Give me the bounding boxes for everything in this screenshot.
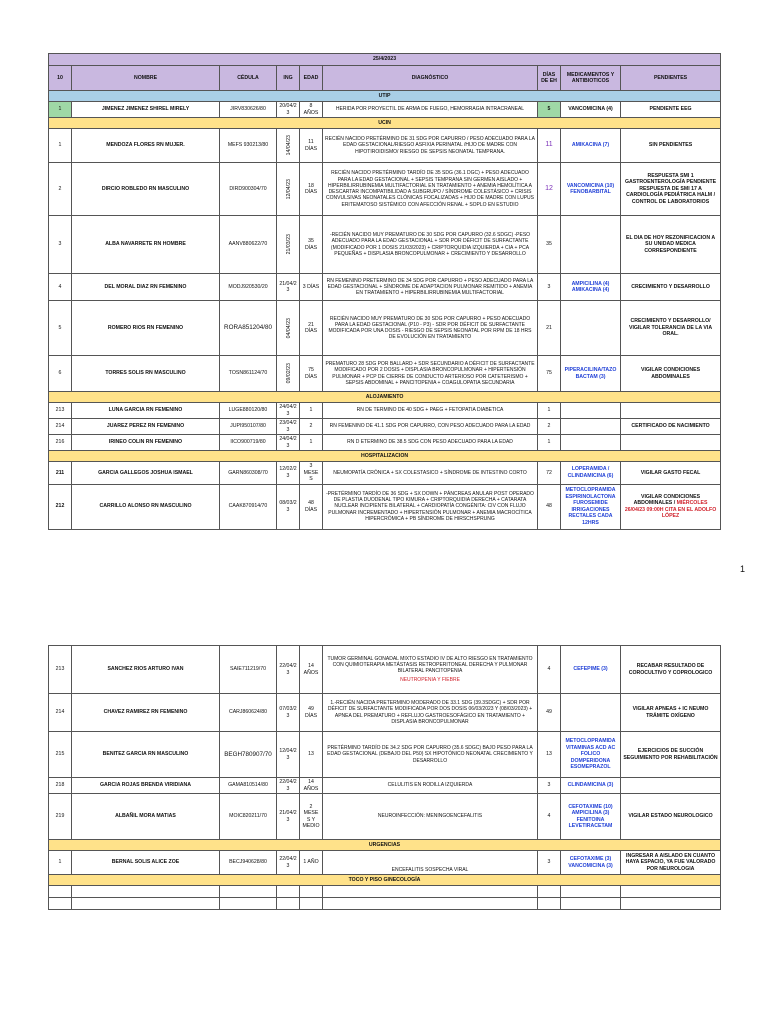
- cell-no: 2: [49, 163, 72, 216]
- cell-ing: 12/04/23: [277, 732, 300, 778]
- cell-medicamentos: VANCOMICINA (4): [561, 102, 621, 118]
- cell-ing: 22/04/23: [277, 851, 300, 875]
- cell-edad: 21 DÍAS: [300, 301, 323, 356]
- cell-name: JIMENEZ JIMENEZ SHIREL MIRELY: [72, 102, 220, 118]
- cell-edad: 1: [300, 403, 323, 419]
- cell-ing: 24/04/23: [277, 435, 300, 451]
- cell-diagnostico: -PRETÉRMINO TARDÍO DE 36 SDG + SX DOWN + PÁNCREAS ANULAR POST OPERADO DE PLASTIA DUODENAL TIPO KIMURA + CRIPTORQUIDIA DERECHA + CATARATA NUCLEAR INCIPIENTE BILATERAL + CARDIOPATÍA CONGÉNITA: CIV CON FLUJO PULMONAR INCREMENTADO + HIPERTENSIÓN PULMONAR + ANEMIA MACROCÍTICA HIPERCRÓMICA + PB SÍNDROME DE HIRSCHSPRUNG: [323, 484, 538, 529]
- cell-diagnostico: -RECIÉN NACIDO MUY PREMATURO DE 30 SDG POR CAPURRO (32.6 SDGC) -PESO ADECUADO PARA LA EDAD GESTACIONAL + SDR POR DÉFICIT DE SURFACTANTE (MODIFICADO POR 1 DOSIS 21/03/2023) + CRIPTORQUIDIA IZQUIERDA + CIA + PCA PEQUEÑAS + DISPLASIA BRONCOPULMONAR + CRECIMIENTO Y DESARROLLO: [323, 216, 538, 274]
- cell-cedula: LUGE880120/80: [220, 403, 277, 419]
- cell-pendientes: [621, 403, 721, 419]
- cell-name: IRINEO COLIN RN FEMENINO: [72, 435, 220, 451]
- cell-edad: 8 AÑOS: [300, 102, 323, 118]
- cell-edad: 2: [300, 419, 323, 435]
- cell-diagnostico: RECIÉN NACIDO PRETÉRMINO DE 31 SDG POR CAPURRO / PESO ADECUADO PARA LA EDAD GESTACIONAL/RIESGO ASFIXIA PERINATAL /HIJO DE MADRE CON HIPOTIROIDISMO/ RIESGO DE SEPSIS NEONATAL TEMPRANA.: [323, 129, 538, 163]
- cell-edad: 13: [300, 732, 323, 778]
- cell-dias: 3: [538, 778, 561, 794]
- cell-diagnostico: ENCEFALITIS SOSPECHA VIRAL: [323, 851, 538, 875]
- cell-diagnostico: [323, 646, 538, 694]
- cell-medicamentos: [561, 435, 621, 451]
- table-row: [49, 778, 721, 794]
- cell-dias: 1: [538, 435, 561, 451]
- ing-date: 21/03/23: [285, 234, 292, 255]
- cell-pendientes: CRECIMIENTO Y DESARROLLO/ VIGILAR TOLERANCIA DE LA VIA ORAL.: [621, 301, 721, 356]
- cell-no: 211: [49, 462, 72, 485]
- cell-dias: 48: [538, 484, 561, 529]
- cell-name: TORRES SOLIS RN MASCULINO: [72, 356, 220, 392]
- cell-cedula: JUPI950107/80: [220, 419, 277, 435]
- cell-ing: [277, 163, 300, 216]
- header-cedula: CÉDULA: [220, 66, 277, 91]
- cell-ing: [277, 301, 300, 356]
- table-row: [49, 435, 721, 451]
- cell-edad: 75 DÍAS: [300, 356, 323, 392]
- table-row: [49, 898, 721, 910]
- table-row: [49, 694, 721, 732]
- cell-no: 213: [49, 646, 72, 694]
- cell-dias: 1: [538, 403, 561, 419]
- cell-cedula: TOSN861124/70: [220, 356, 277, 392]
- cell-name: DIRCIO ROBLEDO RN MASCULINO: [72, 163, 220, 216]
- section-utip: UTIP: [49, 91, 721, 102]
- table-row: [49, 216, 721, 274]
- cell-name: BENITEZ GARCIA RN MASCULINO: [72, 732, 220, 778]
- cell-diagnostico: PRETÉRMINO TARDÍO DE 34.2 SDG POR CAPURRO (35.6 SDGC) BAJO PESO PARA LA EDAD GESTACIONAL (DEBAJO DEL P50) SX HIPOTÓNICO NEONATAL CRECIMIENTO Y DESARROLLO: [323, 732, 538, 778]
- diagnostico-text: TUMOR GERMINAL GONADAL MIXTO ESTADIO IV DE ALTO RIESGO EN TRATAMIENTO CON QUIMIOTERAPIA METÁSTASIS RETROPERITONEAL DERECHA Y PULMONAR BILATERAL PANCITOPENIA: [327, 655, 533, 674]
- cell-cedula: JIRV830626/80: [220, 102, 277, 118]
- header-ing: ING: [277, 66, 300, 91]
- table-row: [49, 484, 721, 529]
- cell-medicamentos: [561, 419, 621, 435]
- cell-edad: 3 MESES: [300, 462, 323, 485]
- cell-pendientes: [621, 435, 721, 451]
- cell-ing: 24/04/23: [277, 403, 300, 419]
- cell-cedula: BEGH780907/70: [220, 732, 277, 778]
- table-row: [49, 356, 721, 392]
- cell-ing: [277, 356, 300, 392]
- cell-no: 215: [49, 732, 72, 778]
- cell-medicamentos: CLINDAMICINA (3): [561, 778, 621, 794]
- cell-dias: 2: [538, 419, 561, 435]
- cell-cedula: DIRD900304/70: [220, 163, 277, 216]
- cell-cedula: GARN860308/70: [220, 462, 277, 485]
- header-no: 10: [49, 66, 72, 91]
- cell-medicamentos: CEFEPIME (3): [561, 646, 621, 694]
- cell-cedula: BECJ940628/80: [220, 851, 277, 875]
- cell-no: 214: [49, 419, 72, 435]
- cell-pendientes: [621, 484, 721, 529]
- ing-date: 12/04/23: [285, 178, 292, 200]
- cell-dias: 13: [538, 732, 561, 778]
- cell-pendientes: INGRESAR A AISLADO EN CUANTO HAYA ESPACIO, YA FUE VALORADO POR NEUROLOGIA: [621, 851, 721, 875]
- cell-ing: 22/04/23: [277, 778, 300, 794]
- cell-edad: 14 AÑOS: [300, 778, 323, 794]
- section-ucin: UCIN: [49, 118, 721, 129]
- cell-name: CHAVEZ RAMIREZ RN FEMENINO: [72, 694, 220, 732]
- cell-diagnostico: CELULITIS EN RODILLA IZQUIERDA: [323, 778, 538, 794]
- cell-dias: 3: [538, 851, 561, 875]
- cell-name: JUAREZ PEREZ RN FEMENINO: [72, 419, 220, 435]
- cell-ing: 21/04/23: [277, 274, 300, 301]
- cell-edad: 49 DÍAS: [300, 694, 323, 732]
- cell-diagnostico: RECIÉN NACIDO PRETÉRMINO TARDÍO DE 35 SDG (36.1 DGC) + PESO ADECUADO PARA LA EDAD GESTACIONAL + SEPSIS TEMPRANA SIN GERMEN AISLADO + HIPERBILIRRUBINEMIA MULTIFACTORIAL EN TRATAMIENTO + ANEMIA HEMOLÍTICA A DESCARTAR INCOMPATIBILIDAD A SUBGRUPO / SÍNDROME COLESTÁSICO + CRISIS CONVULSIVAS NEONATALES CLÓNICAS FOCALIZADAS + HIJO DE MADRE CON LUPUS ERITEMATOSO SISTÉMICO CON AFECCIÓN RENAL + SOPLO EN ESTUDIO: [323, 163, 538, 216]
- section-alojamiento: ALOJAMIENTO: [49, 392, 721, 403]
- cell-name: GARCIA GALLEGOS JOSHUA ISMAEL: [72, 462, 220, 485]
- cell-dias: 11: [538, 129, 561, 163]
- cell-pendientes: PENDIENTE EEG: [621, 102, 721, 118]
- ing-date: 09/02/23: [285, 363, 292, 384]
- cell-diagnostico: RN DE TERMINO DE 40 SDG + PAEG + FETOPATIA DIABETICA: [323, 403, 538, 419]
- cell-edad: 35 DÍAS: [300, 216, 323, 274]
- cell-ing: 12/02/23: [277, 462, 300, 485]
- census-table-page2: [48, 645, 721, 910]
- cell-no: 1: [49, 102, 72, 118]
- cell-pendientes: EL DIA DE HOY REZONIFICACION A SU UNIDAD MEDICA CORRESPONDIENTE: [621, 216, 721, 274]
- cell-diagnostico: NEUROINFECCIÓN: MENINGOENCEFALITIS: [323, 794, 538, 840]
- cell-ing: [277, 129, 300, 163]
- cell-cedula: AANV880622/70: [220, 216, 277, 274]
- cell-diagnostico: HERIDA POR PROYECTIL DE ARMA DE FUEGO, HEMORRAGIA INTRACRANEAL: [323, 102, 538, 118]
- cell-name: ALBA NAVARRETE RN HOMBRE: [72, 216, 220, 274]
- table-row: [49, 163, 721, 216]
- report-date: 25/4/2023: [49, 54, 721, 66]
- cell-edad: 48 DÍAS: [300, 484, 323, 529]
- cell-name: ROMERO RIOS RN FEMENINO: [72, 301, 220, 356]
- table-row: [49, 794, 721, 840]
- cell-cedula: SAIE711219/70: [220, 646, 277, 694]
- cell-pendientes: VIGILAR GASTO FECAL: [621, 462, 721, 485]
- cell-pendientes: RECABAR RESULTADO DE COROCULTIVO Y COPROLOGICO: [621, 646, 721, 694]
- ing-date: 14/04/23: [285, 135, 292, 156]
- cell-no: 216: [49, 435, 72, 451]
- cell-name: CARRILLO ALONSO RN MASCULINO: [72, 484, 220, 529]
- cell-name: BERNAL SOLIS ALICE ZOE: [72, 851, 220, 875]
- cell-medicamentos: CEFOTAXIME (3) VANCOMICINA (3): [561, 851, 621, 875]
- cell-pendientes: RESPUESTA SMI 1 GASTROENTEROLOGÍA PENDIENTE RESPUESTA DE SMI 17 A CARDIOLOGÍA PEDIÁTRICA HALM / CONTROL DE LABORATORIOS: [621, 163, 721, 216]
- table-row: [49, 129, 721, 163]
- header-medicamentos: MEDICAMENTOS Y ANTIBIOTICOS: [561, 66, 621, 91]
- cell-medicamentos: [561, 301, 621, 356]
- cell-medicamentos: CEFOTAXIME (10) AMPICILINA (3) FENITOINA LEVETIRACETAM: [561, 794, 621, 840]
- cell-pendientes: CERTIFICADO DE NACIMIENTO: [621, 419, 721, 435]
- cell-medicamentos: AMPICILINA (4) AMIKACINA (4): [561, 274, 621, 301]
- table-row: [49, 274, 721, 301]
- cell-name: GARCIA ROJAS BRENDA VIRIDIANA: [72, 778, 220, 794]
- cell-dias: 35: [538, 216, 561, 274]
- cell-name: MENDOZA FLORES RN MUJER.: [72, 129, 220, 163]
- cell-medicamentos: [561, 694, 621, 732]
- cell-pendientes: EJERCICIOS DE SUCCIÓN SEGUIMIENTO POR REHABILITACIÓN: [621, 732, 721, 778]
- cell-dias: 12: [538, 163, 561, 216]
- table-row: [49, 419, 721, 435]
- table-header: [49, 66, 721, 91]
- cell-ing: [277, 216, 300, 274]
- cell-no: 212: [49, 484, 72, 529]
- header-diagnostico: DIAGNÓSTICO: [323, 66, 538, 91]
- cell-edad: 1: [300, 435, 323, 451]
- cell-cedula: IICO900719/80: [220, 435, 277, 451]
- cell-no: 214: [49, 694, 72, 732]
- cell-cedula: CARJ860624/80: [220, 694, 277, 732]
- cell-name: LUNA GARCIA RN FEMENINO: [72, 403, 220, 419]
- header-name: NOMBRE: [72, 66, 220, 91]
- cell-pendientes: VIGILAR APNEAS + IC NEUMO TRÁMITE OXÍGENO: [621, 694, 721, 732]
- cell-medicamentos: PIPERACILINA/TAZOBACTAM (3): [561, 356, 621, 392]
- cell-edad: 1 AÑO: [300, 851, 323, 875]
- cell-dias: 49: [538, 694, 561, 732]
- cell-name: SANCHEZ RIOS ARTURO IVAN: [72, 646, 220, 694]
- pendiente-cita: MIÉRCOLES 26/04/23 09:00H CITA EN EL ADOLFO LÓPEZ: [624, 500, 717, 519]
- cell-ing: 21/04/23: [277, 794, 300, 840]
- section-urgencias: URGENCIAS: [49, 840, 721, 851]
- cell-dias: 3: [538, 274, 561, 301]
- cell-no: 4: [49, 274, 72, 301]
- cell-pendientes: VIGILAR ESTADO NEUROLOGICO: [621, 794, 721, 840]
- header-dias: DÍAS DE EH: [538, 66, 561, 91]
- cell-no: 6: [49, 356, 72, 392]
- cell-dias: 75: [538, 356, 561, 392]
- cell-dias: 5: [538, 102, 561, 118]
- table-row: [49, 851, 721, 875]
- cell-edad: 18 DÍAS: [300, 163, 323, 216]
- table-row: [49, 403, 721, 419]
- cell-edad: 14 AÑOS: [300, 646, 323, 694]
- cell-ing: 20/04/23: [277, 102, 300, 118]
- table-row: [49, 732, 721, 778]
- pendiente-text: VIGILAR CONDICIONES ABDOMINALES /: [633, 493, 701, 506]
- cell-no: 218: [49, 778, 72, 794]
- cell-diagnostico: RN FEMENINO DE 41.1 SDG POR CAPURRO, CON PESO ADECUADO PARA LA EDAD: [323, 419, 538, 435]
- cell-no: 1: [49, 851, 72, 875]
- cell-diagnostico: RN FEMENINO PRETERMINO DE 34 SDG POR CAPURRO + PESO ADECUADO PARA LA EDAD GESTACIONAL + SÍNDROME DE ADAPTACION PULMONAR REMITIDO + ANEMIA EN TRATAMIENTO + HIPERBILIRRUBINEMIA MULTIFACTORIAL: [323, 274, 538, 301]
- cell-ing: 22/04/23: [277, 646, 300, 694]
- cell-diagnostico: RECIÉN NACIDO MUY PREMATURO DE 30 SDG POR CAPURRO + PESO ADECUADO PARA LA EDAD GESTACIONAL (P10 - P3) - SDR POR DÉFICIT DE SURFACTANTE MODIFICADA POR UNA DOSIS - RIESGO DE SEPSIS NEONATAL POR RPM DE 18 HRS DE EVOLUCIÓN EN TRATAMIENTO: [323, 301, 538, 356]
- table-row: [49, 646, 721, 694]
- cell-ing: 07/03/23: [277, 694, 300, 732]
- section-hospitalizacion: HOSPITALIZACION: [49, 451, 721, 462]
- cell-no: 3: [49, 216, 72, 274]
- cell-cedula: RORA851204/80: [220, 301, 277, 356]
- cell-no: 1: [49, 129, 72, 163]
- cell-diagnostico: PREMATURO 28 SDG POR BALLARD + SDR SECUNDARIO A DÉFICIT DE SURFACTANTE MODIFICADO POR 2 DOSIS + DISPLASIA BRONCOPULMONAR + HIPERTENSIÓN PULMONAR + PCP DE CIERRE DE CONDUCTO ARTERIOSO POR CATETERISMO + SEPSIS ABDOMINAL + PANCITOPENIA + COAGULOPATIA SECUNDARIA: [323, 356, 538, 392]
- cell-ing: 23/04/23: [277, 419, 300, 435]
- cell-medicamentos: METOCLOPRAMIDA ESPIRINOLACTONA FUROSEMIDE IRRIGACIONES RECTALES CADA 12HRS: [561, 484, 621, 529]
- cell-medicamentos: [561, 403, 621, 419]
- page-number: 1: [740, 564, 746, 574]
- table-row: [49, 886, 721, 898]
- table-row: [49, 102, 721, 118]
- cell-pendientes: CRECIMIENTO Y DESARROLLO: [621, 274, 721, 301]
- cell-pendientes: [621, 778, 721, 794]
- cell-no: 213: [49, 403, 72, 419]
- cell-edad: 2 MESES Y MEDIO: [300, 794, 323, 840]
- cell-medicamentos: LOPERAMIDA / CLINDAMICINA (6): [561, 462, 621, 485]
- cell-dias: 4: [538, 794, 561, 840]
- cell-name: DEL MORAL DIAZ RN FEMENINO: [72, 274, 220, 301]
- cell-no: 219: [49, 794, 72, 840]
- ing-date: 04/04/23: [285, 317, 292, 339]
- cell-medicamentos: [561, 216, 621, 274]
- cell-diagnostico: NEUMOPATÍA CRÓNICA + SX COLESTASICO + SÍNDROME DE INTESTINO CORTO: [323, 462, 538, 485]
- cell-diagnostico: RN D ETERMINO DE 38.5 SDG CON PESO ADECUADO PARA LA EDAD: [323, 435, 538, 451]
- cell-cedula: MOIC820211/70: [220, 794, 277, 840]
- cell-edad: 3 DÍAS: [300, 274, 323, 301]
- cell-medicamentos: AMIKACINA (7): [561, 129, 621, 163]
- cell-name: ALBAÑIL MORA MATIAS: [72, 794, 220, 840]
- cell-dias: 72: [538, 462, 561, 485]
- cell-cedula: MEFS 930213/80: [220, 129, 277, 163]
- cell-cedula: GAMA810514/80: [220, 778, 277, 794]
- section-toco: TOCO Y PISO GINECOLOGÍA: [49, 875, 721, 886]
- cell-cedula: CAAK870914/70: [220, 484, 277, 529]
- table-row: [49, 301, 721, 356]
- cell-diagnostico: 1.-RECIÉN NACIDA PRETERMINO MODERADO DE 33.1 SDG (39.3SDGC) + SDR POR DÉFICIT DE SURFACTANTE MODIFICADA POR DOS DOSIS 06/03/2023 Y (08/03/2023) + APNEA DEL PREMATURO + REFLUJO GASTROESOFÁGICO EN TRATAMIENTO + DISPLASIA BRONCOPULMONAR: [323, 694, 538, 732]
- table-row: [49, 462, 721, 485]
- cell-no: 5: [49, 301, 72, 356]
- cell-ing: 08/03/23: [277, 484, 300, 529]
- cell-medicamentos: METOCLOPRAMIDA VITAMINAS ACD AC FOLICO DOMPERIDONA ESOMEPRAZOL: [561, 732, 621, 778]
- cell-cedula: MODJ920530/20: [220, 274, 277, 301]
- cell-pendientes: VIGILAR CONDICIONES ABDOMINALES: [621, 356, 721, 392]
- cell-dias: 21: [538, 301, 561, 356]
- header-pendientes: PENDIENTES: [621, 66, 721, 91]
- cell-pendientes: SIN PENDIENTES: [621, 129, 721, 163]
- header-edad: EDAD: [300, 66, 323, 91]
- cell-dias: 4: [538, 646, 561, 694]
- cell-medicamentos: VANCOMICINA (10) FENOBARBITAL: [561, 163, 621, 216]
- cell-edad: 11 DÍAS: [300, 129, 323, 163]
- census-table-page1: [48, 53, 721, 530]
- diagnostico-alert: NEUTROPENIA Y FIEBRE: [400, 677, 460, 684]
